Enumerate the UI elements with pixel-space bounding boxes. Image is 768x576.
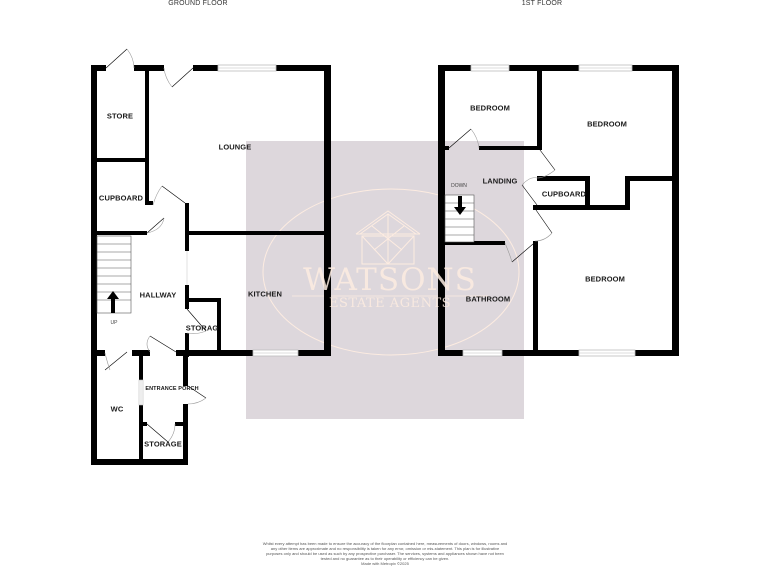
watermark-tagline: ESTATE AGENTS [328,296,452,311]
ground-floor-stairs [97,236,131,313]
disclaimer [262,541,508,566]
disclaimer-text: Whilst every attempt has been made to ensure the accuracy of the floorplan contained here, measurements of doors, windows, rooms and any other items are approximate and no responsibility is taken for any error, omission or mis-statement. This plan is for illustrative purposes only and should be used as such by any prospective purchaser. The services, systems and appliances shown have not been tested and no guarantee as to their operability or efficiency can be given. [262,541,508,561]
room-bedroom-1: BEDROOM [470,103,510,113]
room-landing: LANDING [482,176,518,186]
stairs-up-arrow-icon [111,298,115,313]
stairs-up-label: UP [110,320,118,326]
stairs-down-arrow-icon [458,196,462,207]
room-entrance-porch: ENTRANCE PORCH [145,386,199,392]
room-cupboard-first: CUPBOARD [541,189,587,199]
metropix-credit: Made with Metropix ©2025 [361,561,409,566]
room-hallway: HALLWAY [139,290,177,300]
room-storage-small: STORAG [185,323,219,333]
room-kitchen: KITCHEN [247,289,283,299]
room-lounge: LOUNGE [218,142,252,152]
watermark-brand: WATSONS [303,262,477,298]
room-wc: WC [110,404,124,414]
ground-floor-title: GROUND FLOOR [168,0,228,7]
first-floor-stairs [445,195,474,242]
room-bedroom-2: BEDROOM [587,119,627,129]
room-bedroom-3: BEDROOM [585,274,625,284]
room-bathroom: BATHROOM [465,294,511,304]
first-floor-title: 1ST FLOOR [521,0,563,7]
room-storage: STORAGE [144,439,182,449]
room-cupboard-ground: CUPBOARD [98,193,144,203]
stairs-down-label: DOWN [451,183,467,189]
room-store: STORE [106,111,134,121]
